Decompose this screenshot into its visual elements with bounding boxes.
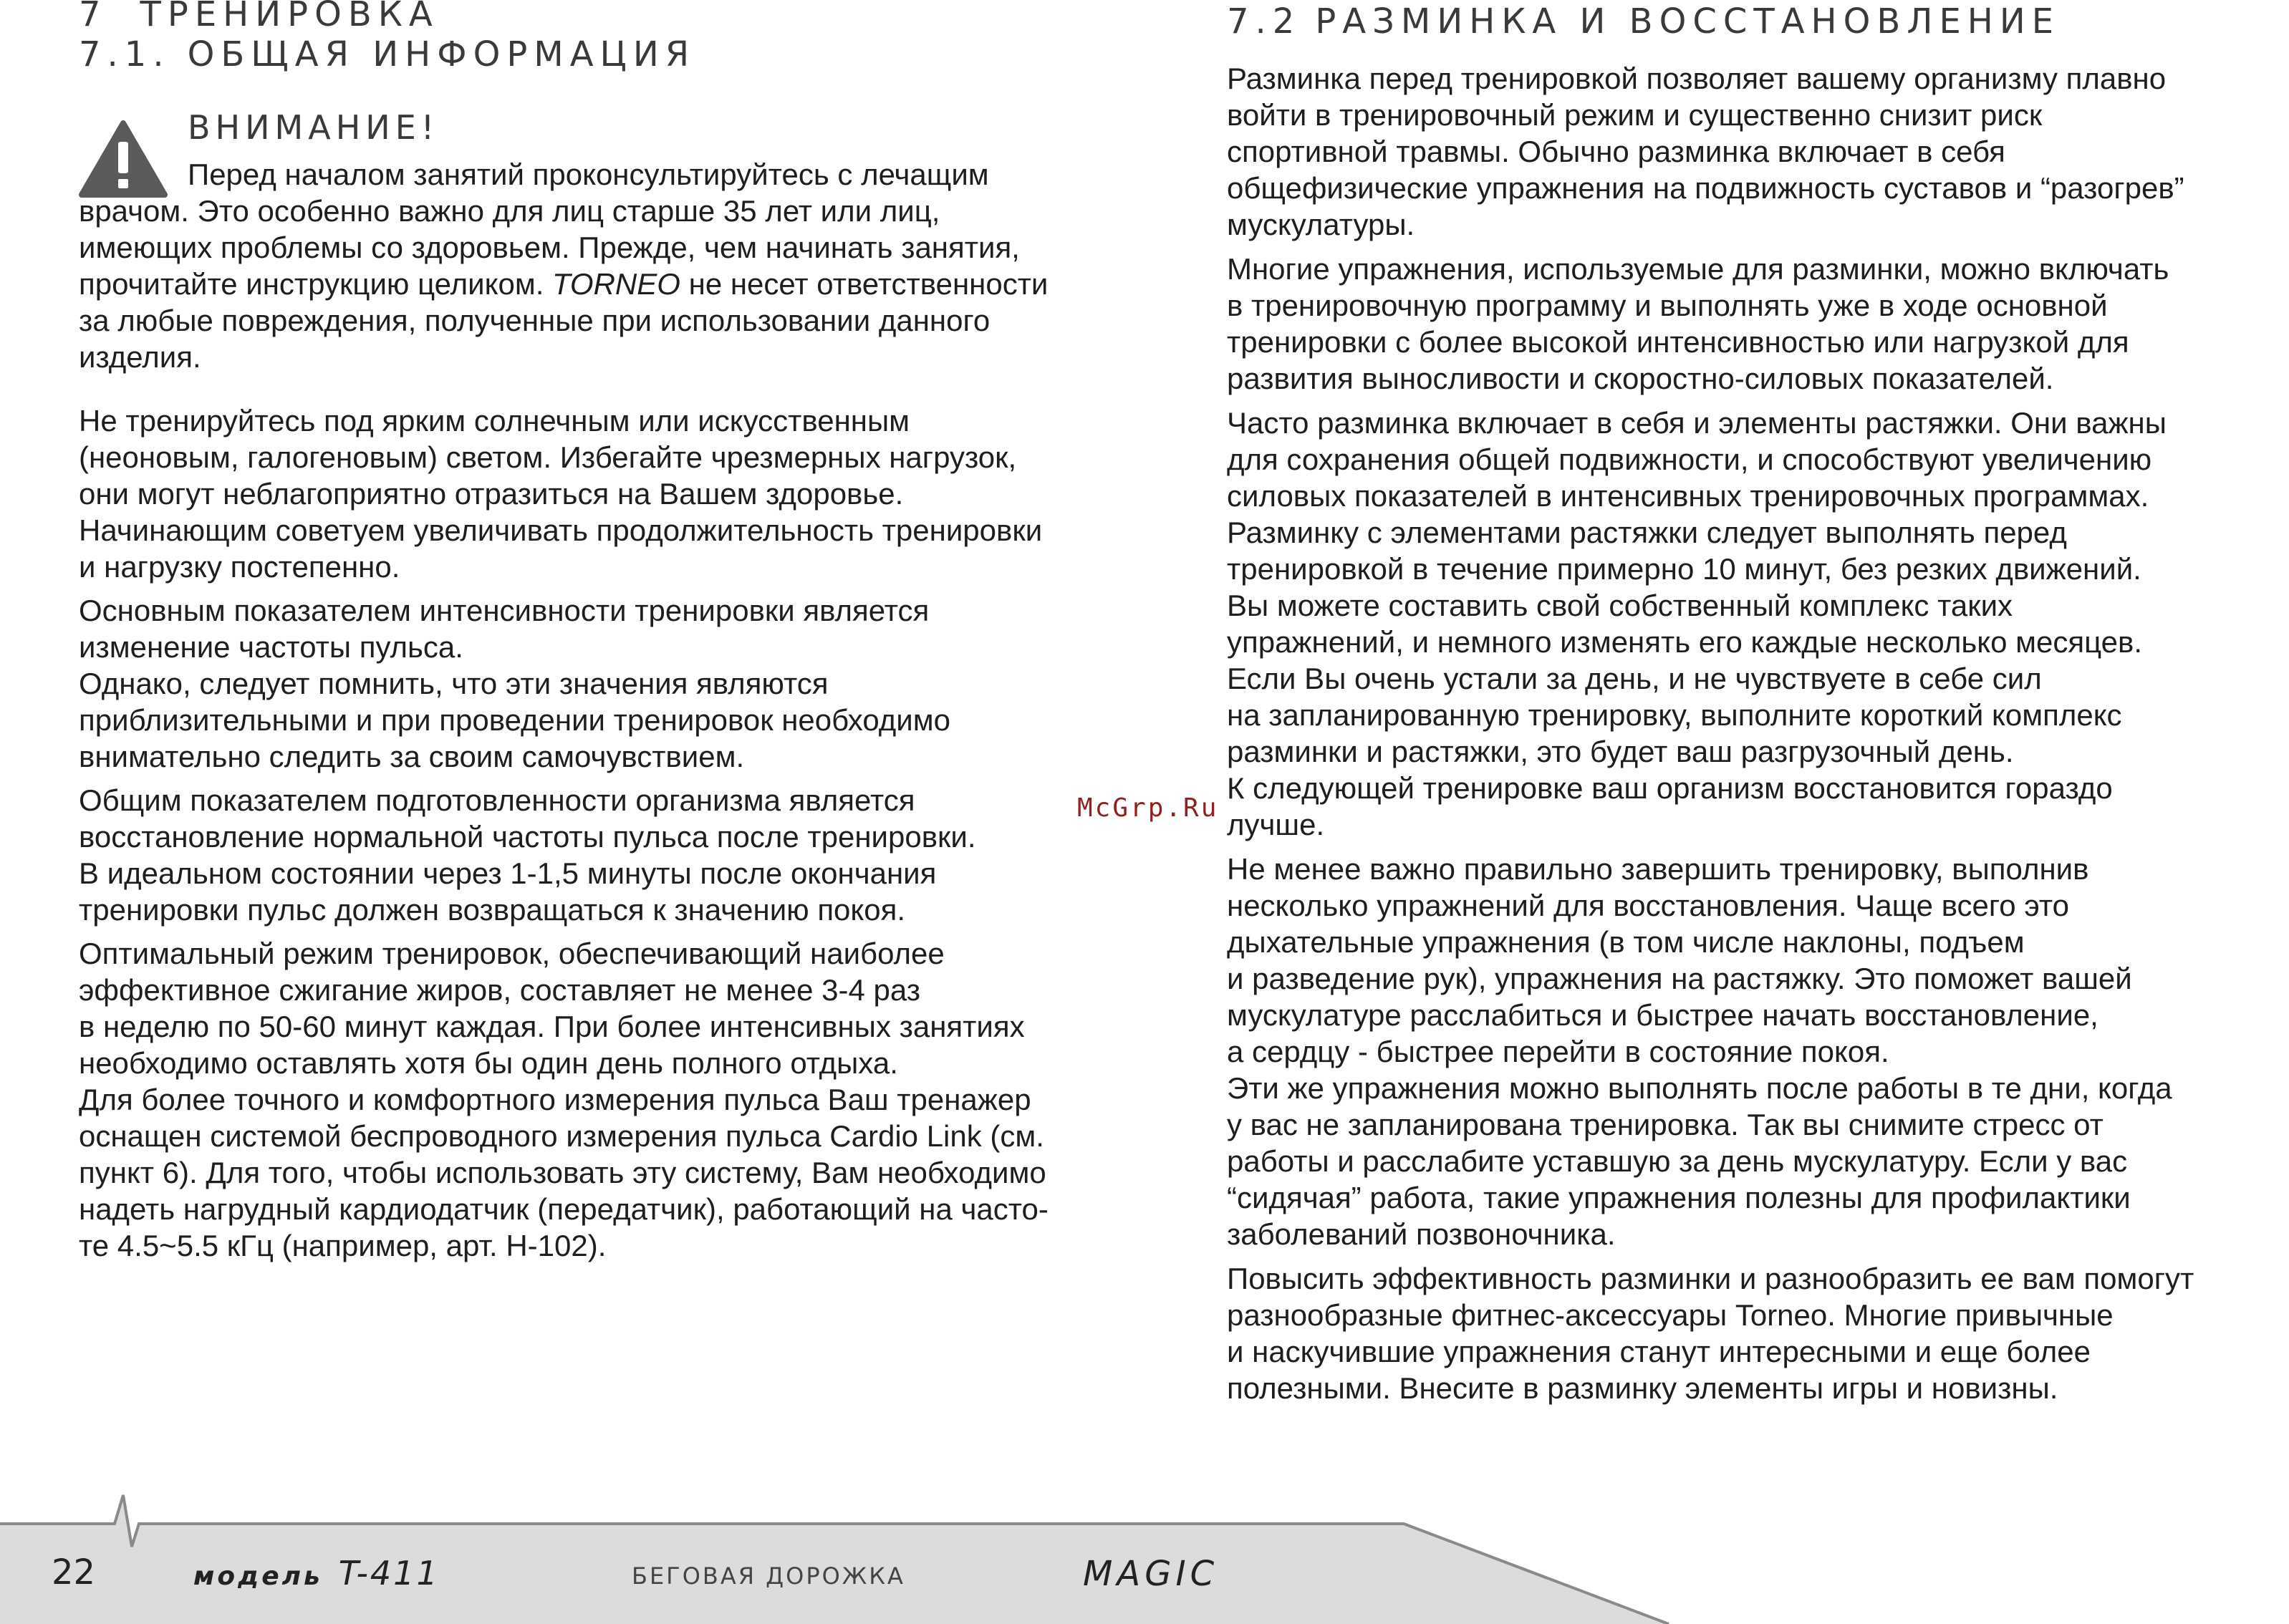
text-line: Многие упражнения, используемые для разминки, можно включать (1227, 252, 2169, 286)
text-line: (неоновым, галогеновым) светом. Избегайте чрезмерных нагрузок, (79, 440, 1017, 474)
text-line: заболеваний позвоночника. (1227, 1217, 1616, 1251)
paragraph (1227, 851, 2194, 1252)
warning-line: Перед началом занятий проконсультируйтесь с лечащим (188, 158, 989, 191)
text-line: Для более точного и комфортного измерения пульса Ваш тренажер (79, 1083, 1031, 1116)
warning-line: имеющих проблемы со здоровьем. Прежде, чем начинать занятия, (79, 231, 1020, 264)
subsection-number: 7.2 (1227, 1, 1301, 42)
watermark: McGrp.Ru (1077, 793, 1219, 823)
text-line: Общим показателем подготовленности организма является (79, 783, 915, 817)
paragraph (79, 592, 1049, 775)
text-line: лучше. (1227, 808, 1325, 841)
text-line: изменение частоты пульса. (79, 630, 463, 664)
text-line: а сердцу - быстрее перейти в состояние покоя. (1227, 1035, 1889, 1068)
section-number: 7 (79, 0, 107, 34)
text-line: силовых показателей в интенсивных тренировочных программах. (1227, 479, 2149, 513)
text-line: на запланированную тренировку, выполните короткий комплекс (1227, 698, 2122, 732)
text-line: разминки и растяжки, это будет ваш разгрузочный день. (1227, 735, 2014, 768)
warning-line: изделия. (79, 340, 201, 374)
text-line: Не менее важно правильно завершить тренировку, выполнив (1227, 852, 2089, 886)
text-line: спортивной травмы. Обычно разминка включает в себя (1227, 135, 2005, 168)
text-line: Вы можете составить свой собственный комплекс таких (1227, 589, 2013, 622)
warning-line (79, 266, 1048, 302)
text-line: упражнений, и немного изменять его каждые несколько месяцев. (1227, 625, 2143, 659)
text-line: Часто разминка включает в себя и элементы растяжки. Они важны (1227, 406, 2167, 440)
brand-name: TORNEO (552, 267, 680, 301)
text-line: тренировки пульс должен возвращаться к значению покоя. (79, 893, 906, 927)
paragraph (79, 402, 1049, 585)
paragraph (1227, 405, 2194, 843)
model-word: модель (193, 1562, 323, 1591)
warning-title: ВНИМАНИЕ! (188, 108, 440, 147)
text-line: Эти же упражнения можно выполнять после работы в те дни, когда (1227, 1071, 2172, 1105)
text-line: те 4.5~5.5 кГц (например, арт. H-102). (79, 1229, 607, 1262)
text-line: дыхательные упражнения (в том числе наклоны, подъем (1227, 925, 2025, 959)
text-line: необходимо оставлять хотя бы один день полного отдыха. (79, 1046, 898, 1080)
text-line: для сохранения общей подвижности, и способствуют увеличению (1227, 443, 2152, 476)
warning-line-part: прочитайте инструкцию целиком. (79, 267, 544, 301)
text-line: работы и расслабите уставшую за день мускулатуру. Если у вас (1227, 1144, 2128, 1178)
text-line: разнообразные фитнес-аксессуары Torneo. Многие привычные (1227, 1298, 2114, 1332)
brand-logo: MAGIC (1083, 1554, 1219, 1594)
text-line: К следующей тренировке ваш организм восстановится гораздо (1227, 771, 2113, 805)
text-line: В идеальном состоянии через 1-1,5 минуты после окончания (79, 856, 937, 890)
text-line: Начинающим советуем увеличивать продолжительность тренировки (79, 513, 1043, 547)
paragraph (1227, 1260, 2194, 1406)
text-line: несколько упражнений для восстановления. Чаще всего это (1227, 889, 2069, 922)
subsection-title: ОБЩАЯ ИНФОРМАЦИЯ (187, 34, 696, 74)
text-line: полезными. Внесите в разминку элементы игры и новизны. (1227, 1371, 2058, 1405)
text-line: общефизические упражнения на подвижность суставов и “разогрев” (1227, 171, 2184, 205)
text-line: мускулатуры. (1227, 208, 1415, 241)
paragraph (79, 782, 1049, 928)
text-line: они могут неблагоприятно отразиться на Вашем здоровье. (79, 477, 904, 511)
text-line: и наскучившие упражнения станут интересными и еще более (1227, 1335, 2091, 1368)
text-line: Разминка перед тренировкой позволяет вашему организму плавно (1227, 62, 2167, 95)
text-line: восстановление нормальной частоты пульса после тренировки. (79, 820, 976, 854)
text-line: у вас не запланирована тренировка. Так вы снимите стресс от (1227, 1108, 2104, 1141)
section-title: ТРЕНИРОВКА (140, 0, 439, 34)
text-line: Если Вы очень устали за день, и не чувствуете в себе сил (1227, 662, 2042, 695)
left-paragraphs (79, 402, 1049, 1271)
subsection-number: 7.1. (79, 34, 170, 74)
text-line: оснащен системой беспроводного измерения пульса Cardio Link (см. (79, 1119, 1044, 1153)
text-line: надеть нагрудный кардиодатчик (передатчик), работающий на часто- (79, 1192, 1049, 1226)
paragraph (1227, 60, 2194, 243)
page-number: 22 (52, 1552, 96, 1592)
text-line: в неделю по 50-60 минут каждая. При более интенсивных занятиях (79, 1010, 1025, 1043)
warning-line: врачом. Это особенно важно для лиц старше 35 лет или лиц, (79, 194, 940, 228)
paragraph (1227, 251, 2194, 397)
text-line: пункт 6). Для того, чтобы использовать эту систему, Вам необходимо (79, 1156, 1046, 1189)
text-line: тренировкой в течение примерно 10 минут, без резких движений. (1227, 552, 2141, 586)
text-line: мускулатуре расслабиться и быстрее начать восстановление, (1227, 998, 2098, 1032)
text-line: и нагрузку постепенно. (79, 550, 400, 584)
subsection-heading-7-1 (79, 34, 695, 74)
text-line: эффективное сжигание жиров, составляет не менее 3-4 раз (79, 973, 921, 1007)
text-line: внимательно следить за своим самочувствием. (79, 740, 745, 773)
page-footer (0, 1489, 2289, 1624)
model-number: T-411 (338, 1554, 440, 1592)
text-line: Однако, следует помнить, что эти значения являются (79, 667, 829, 700)
text-line: тренировки с более высокой интенсивностью или нагрузкой для (1227, 325, 2129, 359)
text-line: развития выносливости и скоростно-силовых показателей. (1227, 362, 2054, 395)
text-line: в тренировочную программу и выполнять уже в ходе основной (1227, 289, 2108, 322)
product-type: БЕГОВАЯ ДОРОЖКА (632, 1562, 905, 1590)
warning-line-part: не несет ответственности (688, 267, 1049, 301)
text-line: Разминку с элементами растяжки следует выполнять перед (1227, 516, 2067, 549)
text-line: войти в тренировочный режим и существенно снизит риск (1227, 98, 2043, 132)
subsection-heading-7-2 (1227, 1, 2060, 42)
text-line: приблизительными и при проведении тренировок необходимо (79, 703, 950, 737)
text-line: Оптимальный режим тренировок, обеспечивающий наиболее (79, 937, 945, 970)
text-line: Не тренируйтесь под ярким солнечным или искусственным (79, 404, 910, 438)
text-line: Основным показателем интенсивности тренировки является (79, 594, 930, 627)
text-line: и разведение рук), упражнения на растяжку. Это поможет вашей (1227, 962, 2132, 995)
subsection-title: РАЗМИНКА И ВОССТАНОВЛЕНИЕ (1315, 1, 2061, 42)
warning-line: за любые повреждения, полученные при использовании данного (79, 304, 991, 337)
right-paragraphs (1227, 60, 2194, 1414)
text-line: “сидячая” работа, такие упражнения полезны для профилактики (1227, 1181, 2131, 1214)
warning-text (79, 156, 1048, 375)
paragraph (79, 935, 1049, 1264)
text-line: Повысить эффективность разминки и разнообразить ее вам помогут (1227, 1262, 2194, 1295)
model-label (193, 1554, 440, 1592)
section-heading (79, 0, 439, 34)
